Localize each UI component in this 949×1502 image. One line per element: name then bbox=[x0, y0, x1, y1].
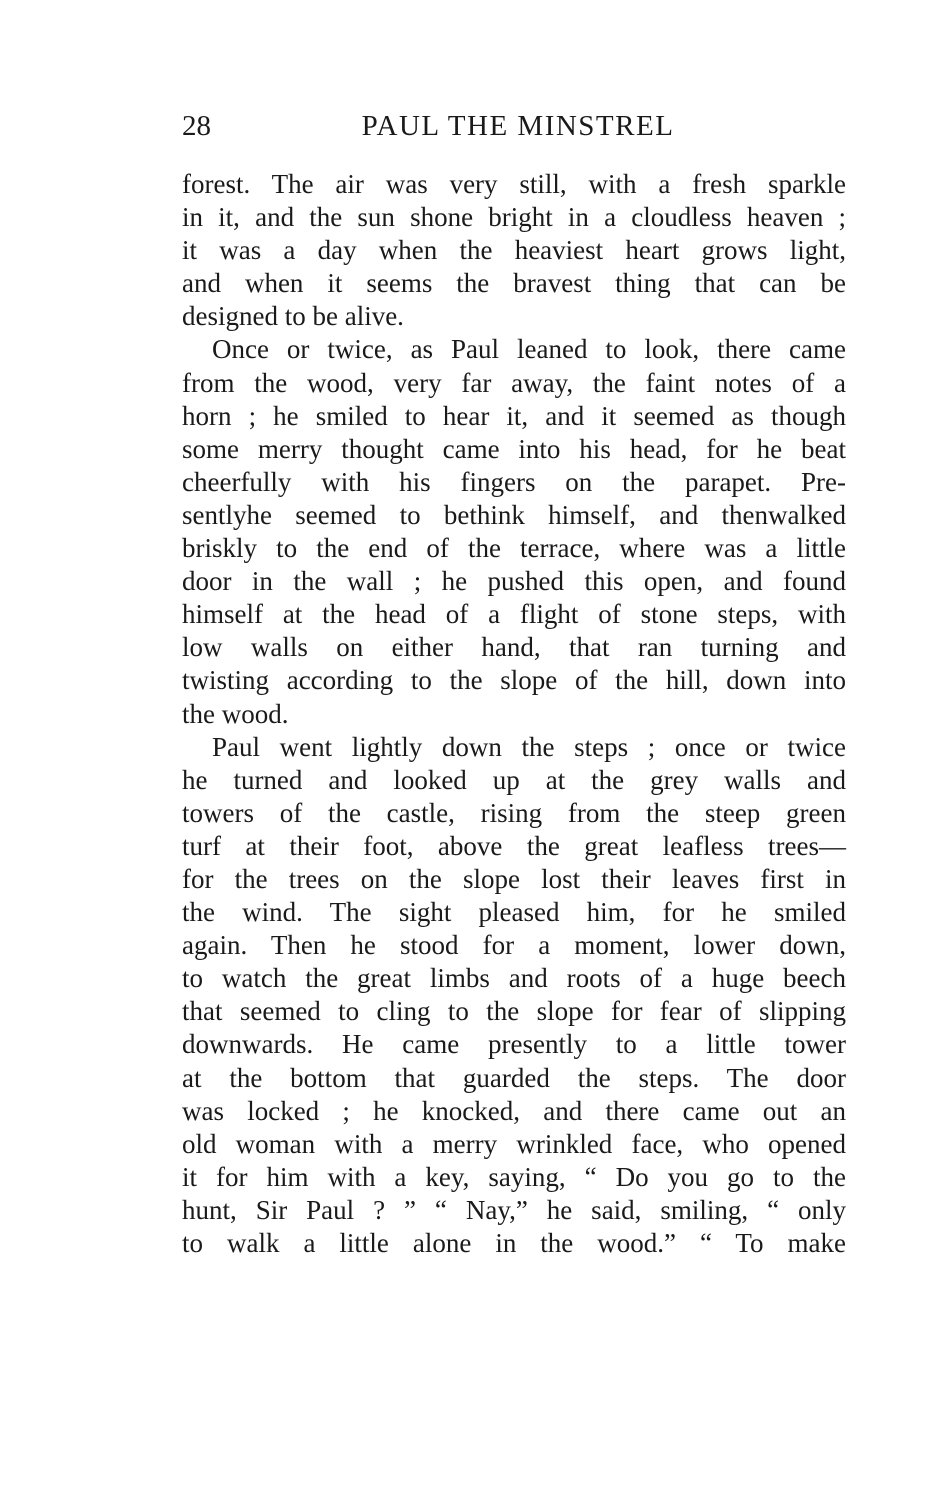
text-line: it for him with a key, saying, “ Do you go to the bbox=[182, 1161, 846, 1192]
text-line: and when it seems the bravest thing that can be bbox=[182, 268, 846, 299]
text-line: from the wood, very far away, the faint notes of a bbox=[182, 367, 846, 398]
text-line: he turned and looked up at the grey walls and bbox=[182, 764, 846, 795]
text-line: downwards. He came presently to a little tower bbox=[182, 1029, 846, 1060]
text-line: briskly to the end of the terrace, where was a little bbox=[182, 533, 846, 564]
running-head bbox=[182, 106, 846, 146]
text-line: old woman with a merry wrinkled face, who opened bbox=[182, 1128, 846, 1159]
text-line: turf at their foot, above the great leafless trees— bbox=[182, 830, 846, 861]
text-line: horn ; he smiled to hear it, and it seemed as though bbox=[182, 400, 846, 431]
body-text bbox=[182, 168, 846, 1260]
text-line: Paul went lightly down the steps ; once or twice bbox=[212, 731, 846, 762]
text-line: towers of the castle, rising from the steep green bbox=[182, 797, 846, 828]
running-title: PAUL THE MINSTREL bbox=[361, 110, 675, 142]
paragraph-2 bbox=[182, 333, 846, 730]
text-line: forest. The air was very still, with a fresh sparkle bbox=[182, 169, 846, 199]
text-line: the wind. The sight pleased him, for he smiled bbox=[182, 897, 846, 928]
text-line: himself at the head of a flight of stone steps, with bbox=[182, 599, 846, 630]
paragraph-1 bbox=[182, 168, 846, 333]
text-line: door in the wall ; he pushed this open, and found bbox=[182, 566, 846, 597]
text-line: that seemed to cling to the slope for fear of slipping bbox=[182, 996, 846, 1027]
text-line: hunt, Sir Paul ? ” “ Nay,” he said, smiling, “ only bbox=[182, 1194, 846, 1225]
text-line: to watch the great limbs and roots of a huge beech bbox=[182, 963, 846, 994]
text-line: the wood. bbox=[182, 698, 289, 729]
text-line: to walk a little alone in the wood.” “ To make bbox=[182, 1228, 846, 1258]
text-line: cheerfully with his fingers on the parapet. Pre- bbox=[182, 466, 846, 497]
text-line: in it, and the sun shone bright in a cloudless heaven ; bbox=[182, 202, 846, 233]
text-line: Once or twice, as Paul leaned to look, there came bbox=[212, 334, 846, 365]
text-line: for the trees on the slope lost their leaves first in bbox=[182, 863, 846, 894]
page-number: 28 bbox=[182, 110, 211, 142]
text-line: some merry thought came into his head, for he beat bbox=[182, 433, 846, 464]
text-line: it was a day when the heaviest heart grows light, bbox=[182, 235, 846, 266]
text-line: at the bottom that guarded the steps. The door bbox=[182, 1062, 846, 1093]
text-line: was locked ; he knocked, and there came out an bbox=[182, 1095, 846, 1126]
paragraph-3 bbox=[182, 731, 846, 1261]
text-line: twisting according to the slope of the hill, down into bbox=[182, 665, 846, 696]
text-line: again. Then he stood for a moment, lower down, bbox=[182, 930, 846, 961]
text-line: sentlyhe seemed to bethink himself, and thenwalked bbox=[182, 499, 846, 530]
text-line: designed to be alive. bbox=[182, 301, 404, 332]
text-line: low walls on either hand, that ran turning and bbox=[182, 632, 846, 663]
